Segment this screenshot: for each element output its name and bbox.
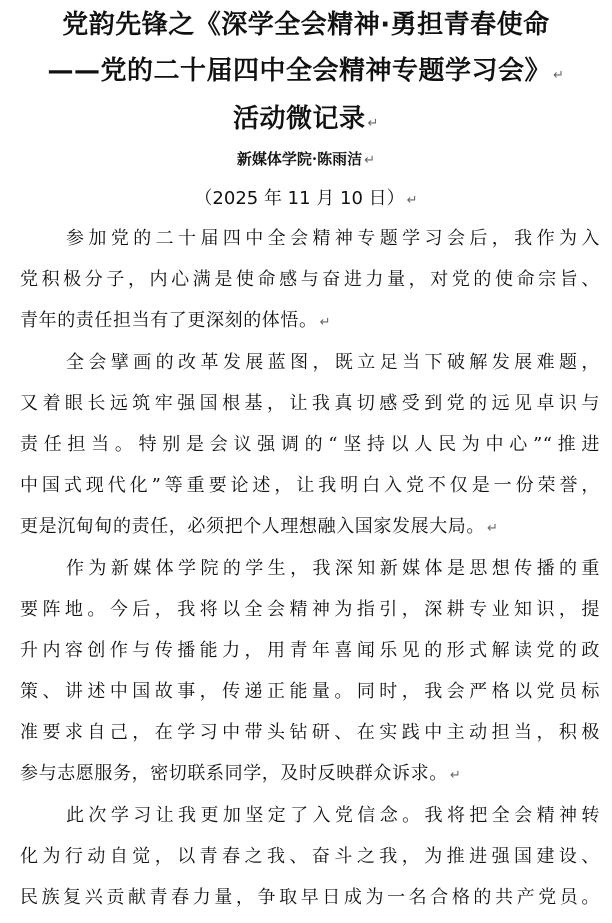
paragraph-line: 升内容创作与传播能力，用青年喜闻乐见的形式解读党的政 bbox=[20, 640, 600, 661]
paragraph-line: 中国式现代化”等重要论述，让我明白入党不仅是一份荣誉， bbox=[20, 475, 600, 496]
paragraph-line: 责任担当。特别是会议强调的“坚持以人民为中心”“推进 bbox=[20, 434, 600, 455]
paragraph-line: 参加党的二十届四中全会精神专题学习会后，我作为入 bbox=[66, 228, 600, 249]
paragraph-line-text: 青年的责任担当有了更深刻的体悟。 bbox=[20, 310, 318, 331]
title-text-1: 党韵先锋之《深学全会精神·勇担青春使命 bbox=[62, 10, 550, 40]
title-text-3: 活动微记录 bbox=[233, 104, 366, 134]
paragraph-mark-icon: ↵ bbox=[487, 521, 499, 536]
paragraph-line: 又着眼长远筑牢强国根基，让我真切感受到党的远见卓识与 bbox=[20, 393, 600, 414]
body-paragraph-1 bbox=[20, 218, 600, 341]
body-paragraph-3 bbox=[20, 548, 600, 794]
date-line bbox=[0, 186, 612, 214]
paragraph-line bbox=[20, 506, 600, 547]
title-line-1 bbox=[0, 8, 612, 42]
paragraph-line: 要阵地。今后，我将以全会精神为指引，深耕专业知识，提 bbox=[20, 599, 600, 620]
author-line bbox=[0, 148, 612, 172]
date-text: （2025 年 11 月 10 日） bbox=[194, 188, 405, 209]
paragraph-line: 此次学习让我更加坚定了入党信念。我将把全会精神转 bbox=[66, 805, 600, 826]
paragraph-mark-icon: ↵ bbox=[406, 193, 418, 208]
body-paragraph-2 bbox=[20, 342, 600, 547]
paragraph-mark-icon: ↵ bbox=[449, 768, 462, 783]
paragraph-mark-icon: ↵ bbox=[364, 153, 376, 168]
title-line-2 bbox=[0, 54, 612, 93]
paragraph-line: 准要求自己，在学习中带头钻研、在实践中主动担当，积极 bbox=[20, 722, 600, 743]
paragraph-line-text: 参与志愿服务，密切联系同学，及时反映群众诉求。 bbox=[20, 763, 448, 784]
paragraph-mark-icon: ↵ bbox=[553, 68, 565, 83]
paragraph-line: 策、讲述中国故事，传递正能量。同时，我会严格以党员标 bbox=[20, 681, 600, 702]
paragraph-line bbox=[20, 300, 600, 341]
title-text-2: ——党的二十届四中全会精神专题学习会》 bbox=[47, 56, 552, 86]
paragraph-mark-icon: ↵ bbox=[319, 315, 332, 330]
author-text: 新媒体学院·陈雨洁 bbox=[236, 150, 363, 168]
paragraph-line: 全会擘画的改革发展蓝图，既立足当下破解发展难题， bbox=[66, 352, 600, 373]
paragraph-mark-icon: ↵ bbox=[367, 116, 379, 131]
paragraph-line: 作为新媒体学院的学生，我深知新媒体是思想传播的重 bbox=[66, 558, 600, 579]
paragraph-line: 党积极分子，内心满是使命感与奋进力量，对党的使命宗旨、 bbox=[20, 269, 600, 290]
body-paragraph-4 bbox=[20, 795, 600, 918]
title-line-3 bbox=[0, 102, 612, 141]
paragraph-line-text: 更是沉甸甸的责任，必须把个人理想融入国家发展大局。 bbox=[20, 516, 485, 537]
paragraph-line bbox=[20, 753, 600, 794]
paragraph-line: 化为行动自觉，以青春之我、奋斗之我，为推进强国建设、 bbox=[20, 846, 600, 867]
paragraph-line: 民族复兴贡献青春力量，争取早日成为一名合格的共产党员。 bbox=[20, 887, 600, 908]
